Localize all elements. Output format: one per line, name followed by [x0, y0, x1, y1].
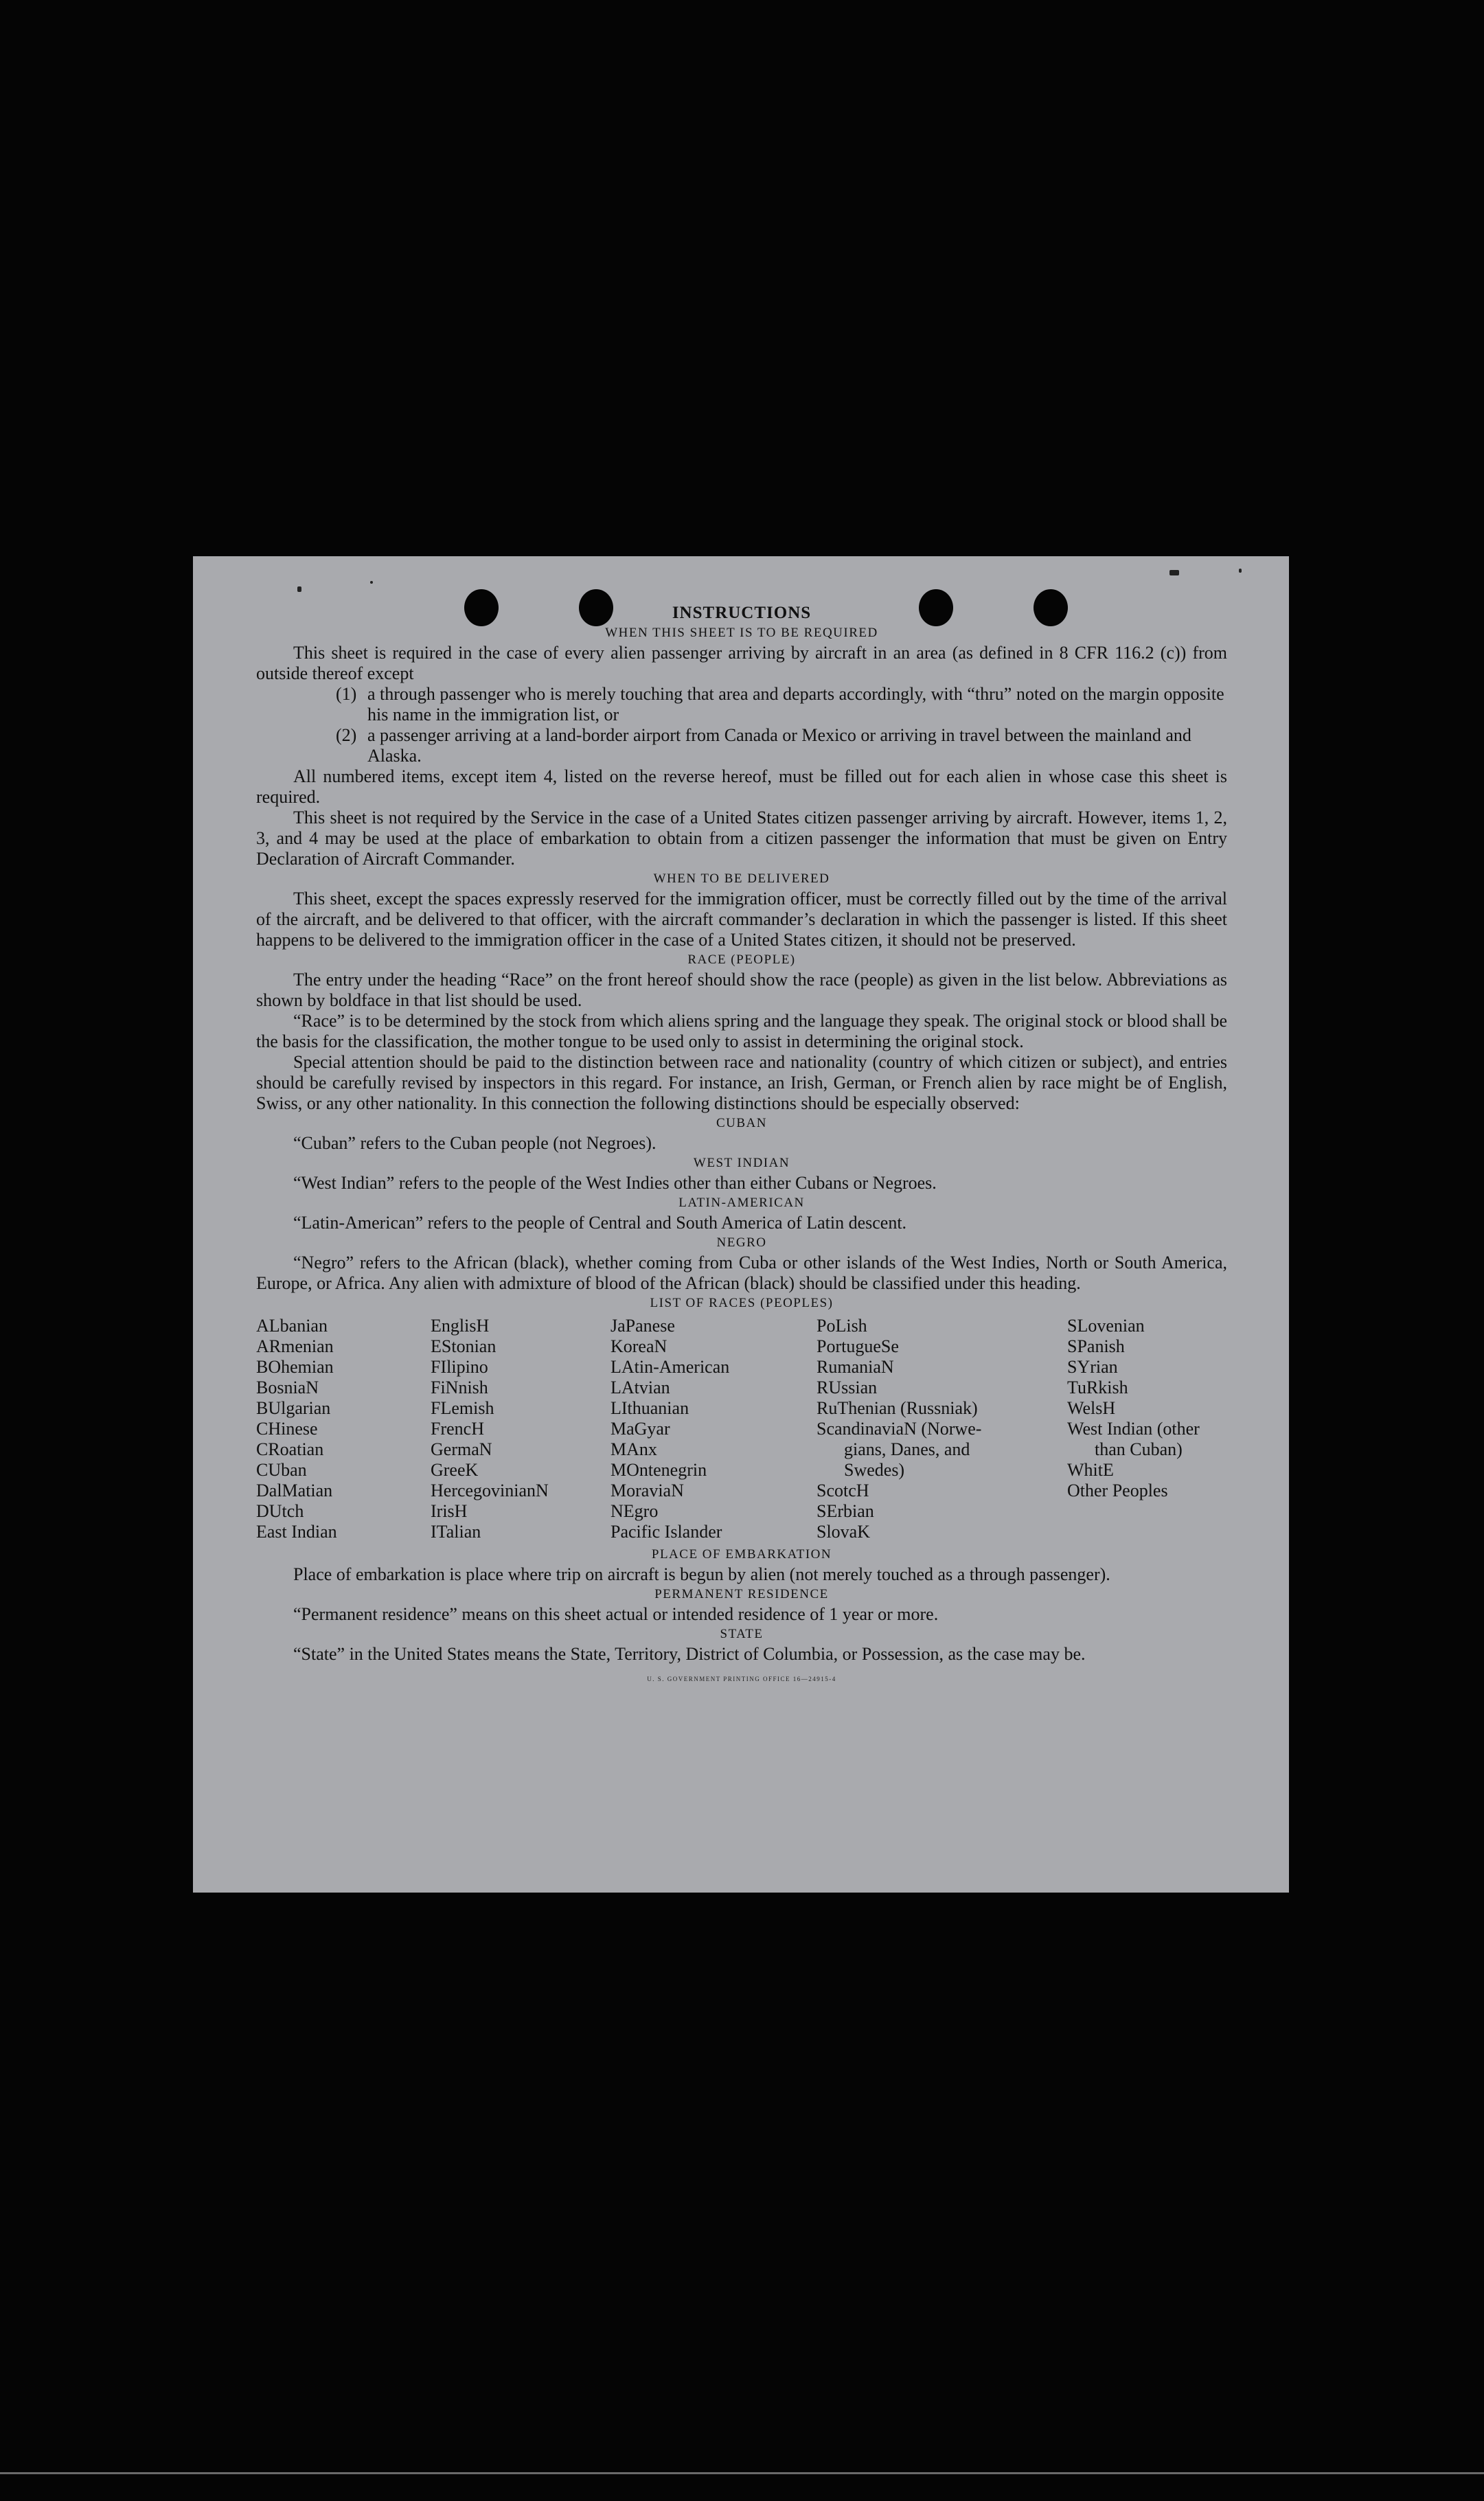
- race-item: SlovaK: [817, 1522, 870, 1542]
- race-p3: Special attention should be paid to the distinction between race and nationality (country of which citizen or subject), and entries should be carefully revised by inspectors in this regard. For instance, an Irish, German, or French alien by race might be of English, Swiss, or any other nationality. In this connection the following distinctions should be especially observed:: [256, 1052, 1227, 1113]
- race-item: BUlgarian: [256, 1398, 331, 1418]
- race-item: GreeK: [431, 1460, 479, 1480]
- race-item: FiNnish: [431, 1378, 488, 1397]
- race-item: SLovenian: [1067, 1316, 1145, 1336]
- race-item: RumaniaN: [817, 1357, 894, 1377]
- race-item: PortugueSe: [817, 1336, 899, 1356]
- race-item: CHinese: [256, 1419, 318, 1439]
- when-required-heading: WHEN THIS SHEET IS TO BE REQUIRED: [605, 626, 878, 640]
- race-p2: “Race” is to be determined by the stock from which aliens spring and the language they speak. The original stock or blood shall be the basis for the classification, the mother tongue to be used only to assist in determining the original stock.: [256, 1011, 1227, 1051]
- embarkation-heading: PLACE OF EMBARKATION: [651, 1547, 832, 1562]
- race-item: than Cuban): [1095, 1439, 1183, 1459]
- race-item: BosniaN: [256, 1378, 319, 1397]
- race-item: WelsH: [1067, 1398, 1116, 1418]
- state-text: “State” in the United States means the State, Territory, District of Columbia, or Possession, as the case may be.: [293, 1644, 1086, 1664]
- race-item: SPanish: [1067, 1336, 1125, 1356]
- latin-american-text: “Latin-American” refers to the people of Central and South America of Latin descent.: [293, 1213, 907, 1233]
- page-title: INSTRUCTIONS: [672, 604, 812, 622]
- races-column: [610, 1316, 817, 1542]
- race-item: EStonian: [431, 1336, 496, 1356]
- west-indian-text: “West Indian” refers to the people of the West Indies other than either Cubans or Negroes.: [293, 1173, 937, 1193]
- race-item: ALbanian: [256, 1316, 328, 1336]
- punch-hole: [1034, 589, 1068, 626]
- race-item: NEgro: [610, 1501, 659, 1521]
- race-item: LAtin-American: [610, 1357, 730, 1377]
- race-item: SErbian: [817, 1501, 874, 1521]
- race-item: MAnx: [610, 1439, 657, 1459]
- item-number: (1): [336, 684, 357, 704]
- when-required-p3: This sheet is not required by the Service in the case of a United States citizen passenger arriving by aircraft. However, items 1, 2, 3, and 4 may be used at the place of embarkation to obtain from a citizen passenger the information that must be given on Entry Declaration of Aircraft Commander.: [256, 808, 1227, 869]
- item-text: a through passenger who is merely touching that area and departs accordingly, with “thru” noted on the margin opposite his name in the immigration list, or: [367, 684, 1224, 724]
- race-p1: The entry under the heading “Race” on the front hereof should show the race (people) as given in the list below. Abbreviations as shown by boldface in that list should be used.: [256, 970, 1227, 1010]
- race-item: GermaN: [431, 1439, 492, 1459]
- race-item: WhitE: [1067, 1460, 1114, 1480]
- race-heading: RACE (PEOPLE): [687, 952, 796, 967]
- printer-imprint: U. S. GOVERNMENT PRINTING OFFICE 16—24915-4: [647, 1676, 836, 1682]
- race-item: DalMatian: [256, 1481, 333, 1500]
- state-heading: STATE: [720, 1627, 764, 1641]
- item-text: a passenger arriving at a land-border airport from Canada or Mexico or arriving in travel between the mainland and Alaska.: [367, 725, 1191, 766]
- race-item: LIthuanian: [610, 1398, 689, 1418]
- race-item: ARmenian: [256, 1336, 334, 1356]
- when-required-p1: This sheet is required in the case of every alien passenger arriving by aircraft in an area (as defined in 8 CFR 116.2 (c)) from outside thereof except: [256, 643, 1227, 683]
- negro-heading: NEGRO: [716, 1235, 767, 1250]
- race-item: CRoatian: [256, 1439, 324, 1459]
- cuban-text: “Cuban” refers to the Cuban people (not Negroes).: [293, 1133, 657, 1153]
- races-column: [256, 1316, 431, 1542]
- race-item: FIlipino: [431, 1357, 488, 1377]
- speck: [1169, 570, 1179, 575]
- race-item: Pacific Islander: [610, 1522, 722, 1542]
- embarkation-text: Place of embarkation is place where trip on aircraft is begun by alien (not merely touched as a through passenger).: [293, 1564, 1110, 1584]
- race-item: MaGyar: [610, 1419, 670, 1439]
- exception-item: [336, 725, 1227, 766]
- punch-hole: [919, 589, 953, 626]
- race-item: East Indian: [256, 1522, 337, 1542]
- races-column: [1067, 1316, 1227, 1542]
- race-item: ScandinaviaN (Norwe-: [817, 1419, 982, 1439]
- race-item: gians, Danes, and: [844, 1439, 970, 1459]
- races-column: [431, 1316, 610, 1542]
- races-column: [817, 1316, 1067, 1542]
- speck: [297, 586, 301, 592]
- race-item: Swedes): [844, 1460, 905, 1480]
- scan-edge-line: [0, 2472, 1484, 2474]
- race-item: DUtch: [256, 1501, 304, 1521]
- race-item: JaPanese: [610, 1316, 675, 1336]
- race-item: LAtvian: [610, 1378, 670, 1397]
- race-item: RUssian: [817, 1378, 878, 1397]
- race-item: BOhemian: [256, 1357, 334, 1377]
- punch-hole: [464, 589, 499, 626]
- race-item: ScotcH: [817, 1481, 869, 1500]
- race-item: EnglisH: [431, 1316, 490, 1336]
- race-item: MOntenegrin: [610, 1460, 707, 1480]
- races-heading: LIST OF RACES (PEOPLES): [650, 1296, 834, 1310]
- when-required-p2: All numbered items, except item 4, listed on the reverse hereof, must be filled out for each alien in whose case this sheet is required.: [256, 766, 1227, 807]
- race-item: KoreaN: [610, 1336, 667, 1356]
- race-item: HercegovinianN: [431, 1481, 549, 1500]
- when-delivered-p1: This sheet, except the spaces expressly reserved for the immigration officer, must be correctly filled out by the time of the arrival of the aircraft, and be delivered to that officer, with the aircraft commander’s declaration in which the passenger is listed. If this sheet happens to be delivered to the immigration officer in the case of a United States citizen, it should not be preserved.: [256, 889, 1227, 950]
- race-item: SYrian: [1067, 1357, 1118, 1377]
- instruction-sheet: [193, 556, 1289, 1893]
- negro-text: “Negro” refers to the African (black), whether coming from Cuba or other islands of the West Indies, North or South America, Europe, or Africa. Any alien with admixture of blood of the African (black) should be classified under this heading.: [256, 1253, 1227, 1293]
- races-list: [256, 1316, 1227, 1542]
- race-item: TuRkish: [1067, 1378, 1128, 1397]
- cuban-heading: CUBAN: [716, 1116, 767, 1130]
- race-item: West Indian (other: [1067, 1419, 1200, 1439]
- punch-hole: [579, 589, 613, 626]
- speck: [370, 581, 373, 584]
- race-item: RuThenian (Russniak): [817, 1398, 978, 1418]
- permanent-residence-heading: PERMANENT RESIDENCE: [654, 1587, 829, 1601]
- race-item: IrisH: [431, 1501, 468, 1521]
- race-item: PoLish: [817, 1316, 867, 1336]
- item-number: (2): [336, 725, 357, 745]
- race-item: ITalian: [431, 1522, 481, 1542]
- permanent-residence-text: “Permanent residence” means on this sheet actual or intended residence of 1 year or more.: [293, 1604, 939, 1624]
- latin-american-heading: LATIN-AMERICAN: [678, 1196, 805, 1210]
- speck: [1239, 569, 1242, 573]
- race-item: FLemish: [431, 1398, 494, 1418]
- race-item: FrencH: [431, 1419, 484, 1439]
- exception-item: [336, 684, 1227, 725]
- west-indian-heading: WEST INDIAN: [693, 1156, 790, 1170]
- race-item: Other Peoples: [1067, 1481, 1168, 1500]
- race-item: CUban: [256, 1460, 307, 1480]
- race-item: MoraviaN: [610, 1481, 684, 1500]
- when-delivered-heading: WHEN TO BE DELIVERED: [653, 871, 830, 886]
